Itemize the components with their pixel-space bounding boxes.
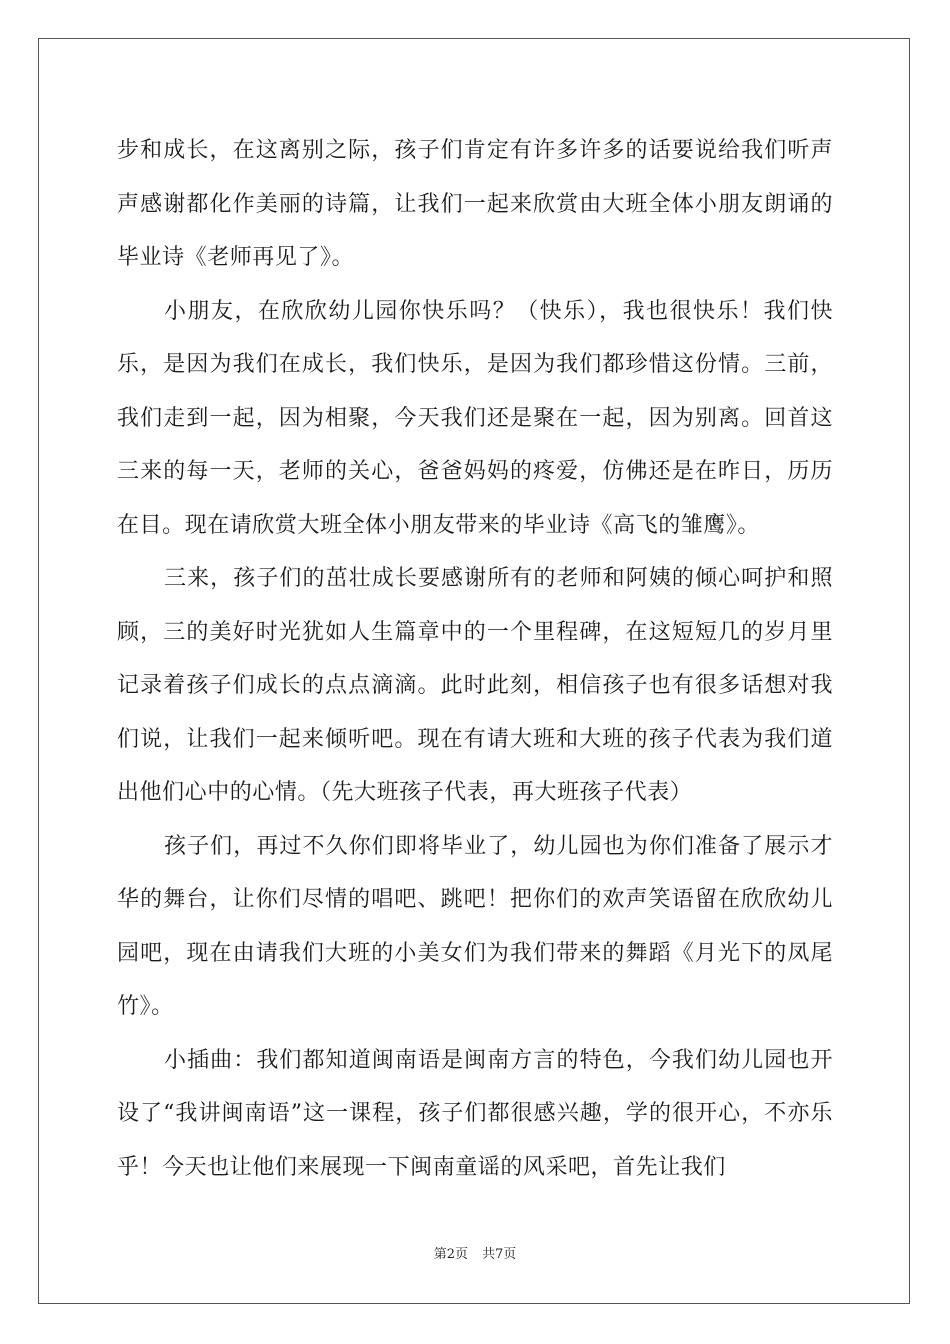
page-footer (0, 1246, 950, 1264)
paragraph-1: 步和成长，在这离别之际，孩子们肯定有许多许多的话要说给我们听声声感谢都化作美丽的诗篇，让我们一起来欣赏由大班全体小朋友朗诵的毕业诗《老师再见了》。 (117, 138, 833, 270)
current-page-number: 第2页 (433, 1247, 468, 1262)
document-body (117, 124, 833, 1194)
paragraph-4: 孩子们，再过不久你们即将毕业了，幼儿园也为你们准备了展示才华的舞台，让你们尽情的唱吧、跳吧！把你们的欢声笑语留在欣欣幼儿园吧，现在由请我们大班的小美女们为我们带来的舞蹈《月光下的凤尾竹》。 (117, 833, 833, 1019)
paragraph-5: 小插曲：我们都知道闽南语是闽南方言的特色，今我们幼儿园也开设了“我讲闽南语”这一课程，孩子们都很感兴趣，学的很开心，不亦乐乎！今天也让他们来展现一下闽南童谣的风采吧，首先让我们 (117, 1047, 833, 1180)
paragraph-2: 小朋友，在欣欣幼儿园你快乐吗？（快乐），我也很快乐！我们快乐，是因为我们在成长，我们快乐，是因为我们都珍惜这份情。三前，我们走到一起，因为相聚，今天我们还是聚在一起，因为别离。回首这三来的每一天，老师的关心，爸爸妈妈的疼爱，仿佛还是在昨日，历历在目。现在请欣赏大班全体小朋友带来的毕业诗《高飞的雏鹰》。 (117, 298, 833, 538)
total-page-count: 共7页 (482, 1247, 517, 1262)
paragraph-3: 三来，孩子们的茁壮成长要感谢所有的老师和阿姨的倾心呵护和照顾，三的美好时光犹如人生篇章中的一个里程碑，在这短短几的岁月里记录着孩子们成长的点点滴滴。此时此刻，相信孩子也有很多话想对我们说，让我们一起来倾听吧。现在有请大班和大班的孩子代表为我们道出他们心中的心情。（先大班孩子代表，再大班孩子代表） (117, 566, 833, 805)
